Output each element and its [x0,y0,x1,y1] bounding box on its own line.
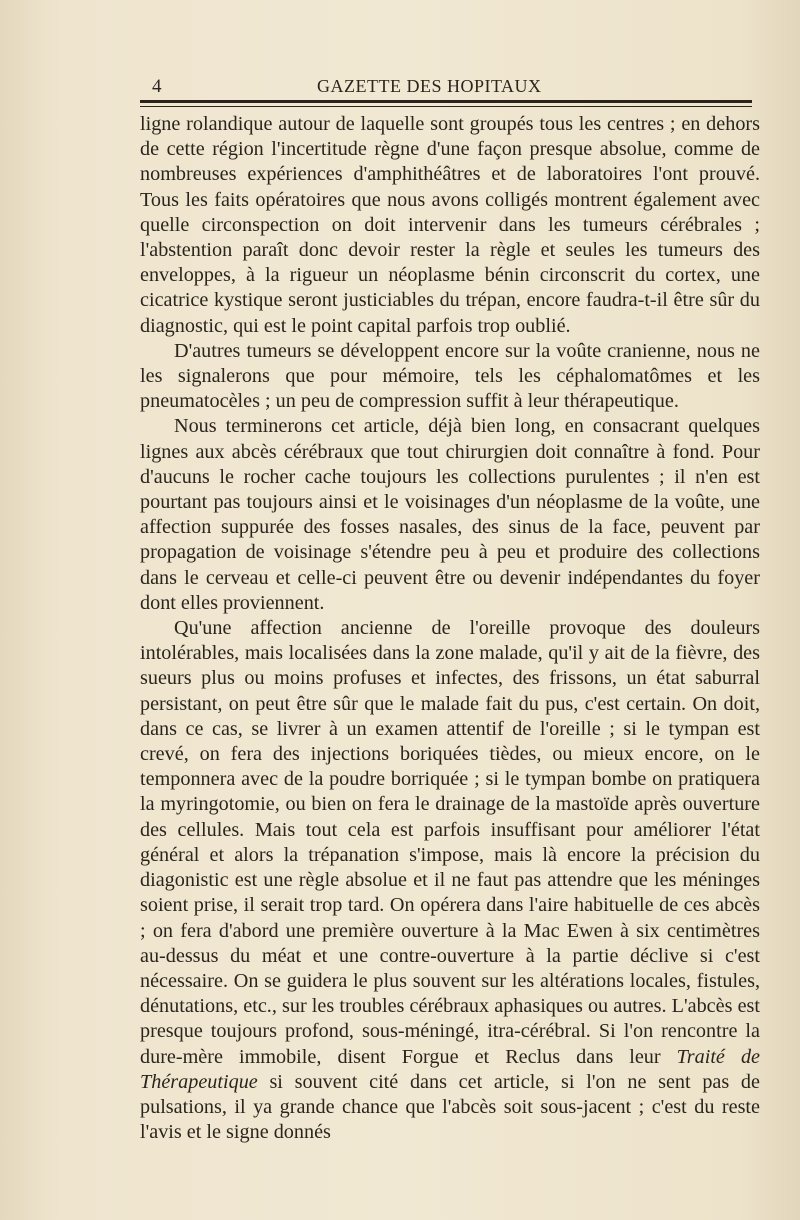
running-title: GAZETTE DES HOPITAUX [317,76,542,96]
book-title: Traité de Thérapeutique [140,1045,760,1093]
page-header [152,72,750,102]
paragraph-3: Nous terminerons cet article, déjà bien long, en consacrant quelques lignes aux abcès cérébraux que tout chirurgien doit connaître à fond. Pour d'aucuns le rocher cache toujours les collections purulentes ; il n'en est pourtant pas toujours ainsi et le voisinages d'un néoplasme de la voûte, une affection suppurée des fosses nasales, des sinus de la face, peuvent par propagation de voisinage s'étendre peu à peu et produire des collections dans le cerveau et celle-ci peuvent être ou devenir indépendantes du foyer dont elles proviennent. [140,415,760,614]
paragraph-2: D'autres tumeurs se développent encore sur la voûte cranienne, nous ne les signalerons que pour mémoire, tels les céphalomatômes et les pneumatocèles ; un peu de compression suffit à leur thérapeutique. [140,339,760,413]
paragraph-4 [140,616,760,1145]
page-number: 4 [152,76,162,97]
paragraph-4-text-before: Qu'une affection ancienne de l'oreille provoque des douleurs intolérables, mais localisées dans la zone malade, qu'il y ait de la fièvre, des sueurs plus ou moins profuses et infectes, des frissons, un état saburral persistant, on peut être sûr que le malade fait du pus, c'est certain. On doit, dans ce cas, se livrer à un examen attentif de l'oreille ; si le tympan est crevé, on fera des injections boriquées tièdes, ou mieux encore, on le temponnera avec de la poudre borriquée ; si le tympan bombe on pratiquera la myringotomie, ou bien on fera le drainage de la mastoïde après ouverture des cellules. Mais tout cela est parfois insuffisant pour améliorer l'état général et alors la trépanation s'impose, mais là encore la précision du diagonistic est une règle absolue et il ne faut pas attendre que les méninges soient prise, il serait trop tard. On opérera dans l'aire habituelle de ces abcès ; on fera d'abord une première ouverture à la Mac Ewen à six centimètres au-dessus du méat et une contre-ouverture à la partie déclive si c'est nécessaire. On se guidera le plus souvent sur les altérations locales, fistules, dénutations, etc., sur les troubles cérébraux aphasiques ou autres. L'abcès est presque toujours profond, sous-méningé, itra-cérébral. Si l'on rencontre la dure-mère immobile, disent Forgue et Reclus dans leur [140,617,760,1068]
header-rule-thin [140,106,752,107]
header-rule [140,100,752,103]
paragraph-1: ligne rolandique autour de laquelle sont groupés tous les centres ; en dehors de cette région l'incertitude règne d'une façon presque absolue, comme de nombreuses expériences d'amphithéâtres et de laboratoires l'ont prouvé. Tous les faits opératoires que nous avons colligés montrent également avec quelle circonspection on doit intervenir dans les tumeurs cérébrales ; l'abstention paraît donc devoir rester la règle et seules les tumeurs des enveloppes, à la rigueur un néoplasme bénin circonscrit du cortex, une cicatrice kystique seront justiciables du trépan, encore faudra-t-il être sûr du diagnostic, qui est le point capital parfois trop oublié. [140,113,760,337]
body-text [140,112,760,1145]
paragraph-4-text-after: si souvent cité dans cet article, si l'on ne sent pas de pulsations, il ya grande chance que l'abcès soit sous-jacent ; c'est du reste l'avis et le signe donnés [140,1070,760,1144]
